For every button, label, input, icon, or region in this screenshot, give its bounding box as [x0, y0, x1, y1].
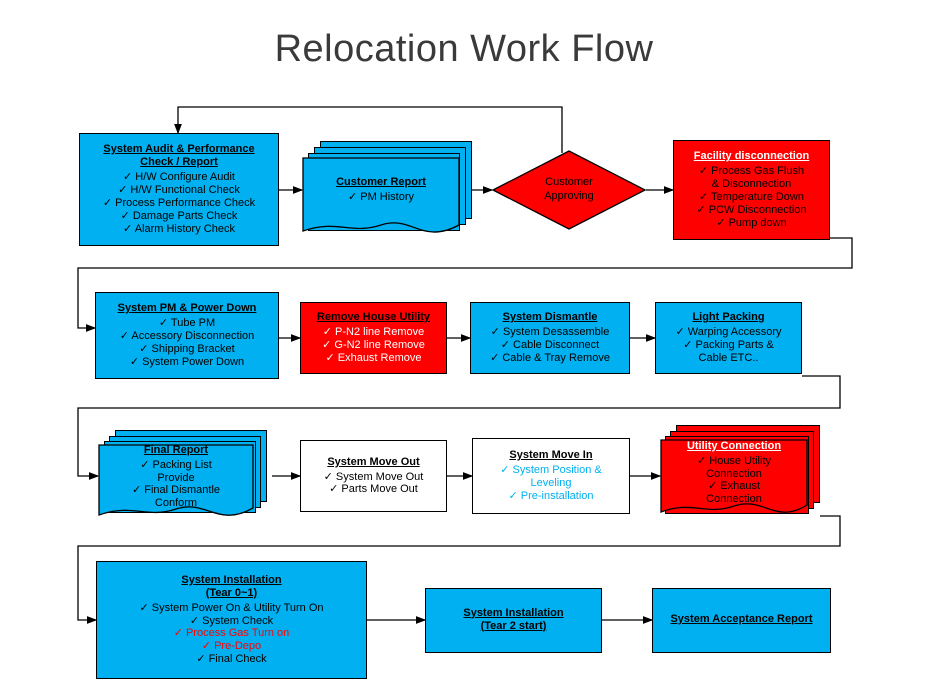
node-customer-report-header: Customer Report — [336, 176, 426, 189]
node-system-acceptance-report-header: System Acceptance Report — [670, 613, 813, 626]
node-remove-house-utility-item: ✓ G-N2 line Remove — [322, 339, 425, 351]
node-remove-house-utility-item: ✓ Exhaust Remove — [325, 351, 422, 364]
node-system-dismantle-item: ✓ Cable & Tray Remove — [490, 351, 610, 364]
node-remove-house-utility[interactable] — [300, 302, 447, 374]
node-system-pm-header: System PM & Power Down — [117, 302, 257, 315]
node-customer-approving-line1: Customer — [545, 176, 593, 189]
node-system-audit-header: System Audit & Performance Check / Report — [103, 143, 255, 169]
node-system-audit[interactable] — [79, 133, 279, 246]
node-final-report[interactable] — [98, 444, 254, 510]
node-light-packing-item: ✓ Packing Parts & — [683, 339, 774, 351]
node-system-audit-item: ✓ H/W Configure Audit — [123, 171, 235, 184]
node-customer-report[interactable] — [302, 157, 460, 223]
node-system-move-out[interactable] — [300, 440, 447, 512]
page-title: Relocation Work Flow — [274, 28, 654, 70]
node-utility-connection-header: Utility Connection — [686, 439, 782, 452]
node-system-audit-item: ✓ Process Performance Check — [102, 196, 256, 209]
node-final-report-header: Final Report — [143, 443, 209, 456]
node-system-move-out-header: System Move Out — [327, 455, 420, 468]
node-utility-connection-item: ✓ House Utility — [696, 454, 771, 467]
node-light-packing-item: Cable ETC.. — [698, 351, 759, 364]
node-remove-house-utility-item: ✓ P-N2 line Remove — [322, 326, 425, 339]
node-system-audit-item: ✓ H/W Functional Check — [118, 184, 240, 197]
node-facility-disconnection-item: ✓ Temperature Down — [698, 191, 804, 203]
node-utility-connection-item: ✓ Exhaust — [707, 480, 761, 493]
node-system-move-in[interactable] — [472, 438, 630, 514]
node-system-pm-item: ✓ System Power Down — [129, 355, 245, 368]
node-system-dismantle-item: ✓ Cable Disconnect — [500, 339, 600, 351]
node-utility-connection[interactable] — [660, 439, 808, 507]
node-system-pm-power-down[interactable] — [95, 292, 279, 379]
node-utility-connection-item: Connection — [706, 467, 762, 480]
node-system-pm-item: ✓ Shipping Bracket — [139, 342, 235, 355]
node-system-dismantle-item: ✓ System Desassemble — [490, 326, 610, 339]
node-light-packing[interactable] — [655, 302, 802, 374]
node-system-installation-tear2[interactable] — [425, 588, 602, 653]
node-customer-approving[interactable] — [492, 150, 646, 230]
node-final-report-item: Conform — [154, 497, 198, 510]
node-facility-disconnection[interactable] — [673, 140, 830, 240]
node-system-installation-tear01-item: ✓ System Power On & Utility Turn On — [139, 601, 324, 614]
node-final-report-item: Provide — [157, 471, 195, 484]
node-system-installation-tear01-item: ✓ Pre-Depo — [201, 640, 262, 653]
node-remove-house-utility-header: Remove House Utility — [316, 311, 431, 324]
node-facility-disconnection-item: ✓ Process Gas Flush — [698, 165, 805, 178]
node-facility-disconnection-item: ✓ PCW Disconnection — [696, 203, 807, 216]
node-facility-disconnection-header: Facility disconnection — [693, 150, 810, 163]
node-system-installation-tear2-header: System Installation (Tear 2 start) — [463, 606, 564, 632]
node-light-packing-item: ✓ Warping Accessory — [675, 326, 782, 339]
node-system-installation-tear01-item: ✓ Process Gas Turn on — [173, 627, 290, 640]
node-light-packing-header: Light Packing — [692, 311, 765, 324]
node-system-move-in-header: System Move In — [509, 449, 593, 462]
node-system-installation-tear01-item: ✓ System Check — [189, 614, 274, 627]
node-system-acceptance-report[interactable] — [652, 588, 831, 653]
node-system-installation-tear01-header: System Installation (Tear 0~1) — [181, 573, 282, 599]
node-system-move-in-item: ✓ Pre-installation — [508, 489, 594, 502]
node-system-dismantle-header: System Dismantle — [502, 311, 598, 324]
node-system-move-in-item: ✓ System Position & — [500, 464, 602, 477]
node-system-installation-tear01-item: ✓ Final Check — [196, 653, 267, 666]
node-system-move-out-item: ✓ Parts Move Out — [329, 483, 418, 496]
node-final-report-item: ✓ Final Dismantle — [131, 484, 221, 497]
node-system-dismantle[interactable] — [470, 302, 630, 374]
node-system-pm-item: ✓ Tube PM — [158, 317, 216, 330]
node-final-report-item: ✓ Packing List — [140, 458, 212, 471]
node-system-installation-tear01[interactable] — [96, 561, 367, 679]
node-customer-report-item: ✓ PM History — [347, 191, 415, 203]
node-customer-approving-line2: Approving — [544, 190, 594, 202]
node-system-move-in-item: Leveling — [530, 477, 572, 489]
node-system-pm-item: ✓ Accessory Disconnection — [119, 330, 255, 343]
node-facility-disconnection-item: & Disconnection — [711, 178, 792, 191]
node-utility-connection-item: Connection — [706, 493, 762, 506]
node-system-audit-item: ✓ Alarm History Check — [123, 222, 235, 235]
node-facility-disconnection-item: ✓ Pump down — [716, 216, 787, 229]
node-system-audit-item: ✓ Damage Parts Check — [120, 209, 238, 222]
node-system-move-out-item: ✓ System Move Out — [323, 470, 424, 483]
